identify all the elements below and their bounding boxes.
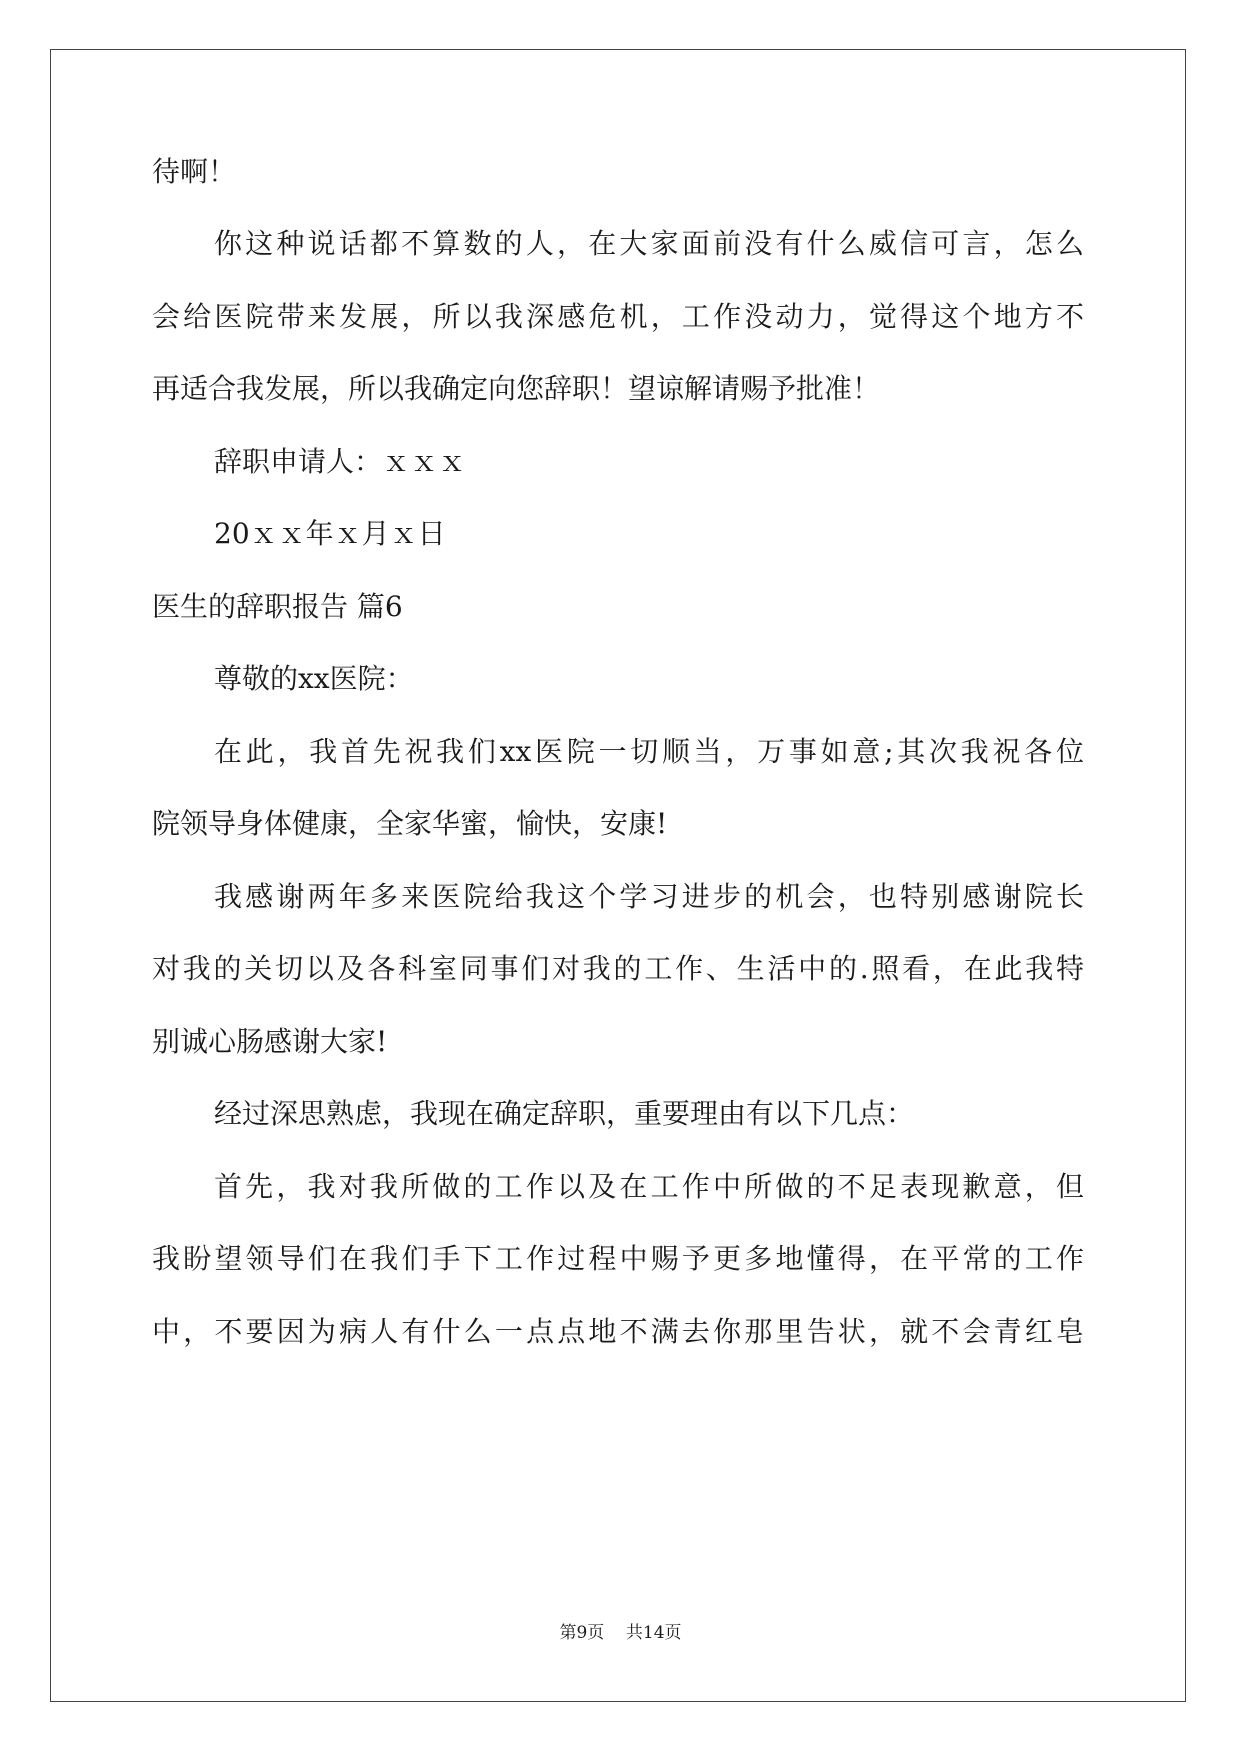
date-line: 20ｘｘ年ｘ月ｘ日: [214, 517, 446, 550]
text-line-2: 你这种说话都不算数的人，在大家面前没有什么威信可言，怎么: [214, 227, 1084, 260]
text-line-1: 待啊！: [152, 155, 237, 188]
text-line-11: 我感谢两年多来医院给我这个学习进步的机会，也特别感谢院长: [214, 880, 1084, 913]
text-line-16: 我盼望领导们在我们手下工作过程中赐予更多地懂得，在平常的工作: [152, 1242, 1084, 1275]
text-line-14: 经过深思熟虑，我现在确定辞职，重要理由有以下几点：: [214, 1097, 915, 1130]
text-line-15: 首先，我对我所做的工作以及在工作中所做的不足表现歉意，但: [214, 1170, 1084, 1203]
text-line-10: 院领导身体健康，全家华蜜，愉快，安康!: [152, 807, 668, 840]
text-line-12: 对我的关切以及各科室同事们对我的工作、生活中的.照看，在此我特: [152, 952, 1084, 985]
section-heading: 医生的辞职报告 篇6: [152, 590, 403, 623]
text-line-9: 在此，我首先祝我们xx医院一切顺当，万事如意;其次我祝各位: [214, 735, 1084, 768]
text-line-4: 再适合我发展，所以我确定向您辞职！望谅解请赐予批准！: [152, 372, 881, 405]
signature-line: 辞职申请人：ｘｘｘ: [214, 445, 467, 478]
salutation: 尊敬的xx医院：: [214, 662, 414, 695]
text-line-17: 中，不要因为病人有什么一点点地不满去你那里告状，就不会青红皂: [152, 1315, 1084, 1348]
text-line-13: 别诚心肠感谢大家!: [152, 1025, 388, 1058]
text-line-3: 会给医院带来发展，所以我深感危机，工作没动力，觉得这个地方不: [152, 300, 1084, 333]
page-number-footer: 第9页 共14页: [559, 1623, 682, 1643]
